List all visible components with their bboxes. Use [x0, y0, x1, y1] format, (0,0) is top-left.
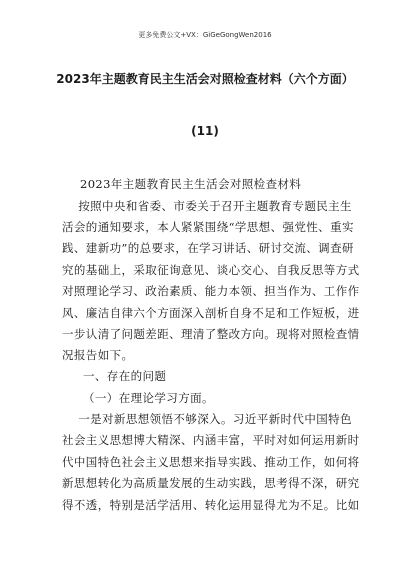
- section-heading-problems: 一、存在的问题: [83, 369, 167, 383]
- subsection-heading-theory-study: （一）在理论学习方面。: [83, 390, 214, 405]
- header-note: 更多免费公文+VX：GiGeGongWen2016: [138, 31, 272, 39]
- intro-paragraph: 按照中央和省委、市委关于召开主题教育专题民主生 活会的通知要求，本人紧紧围绕“学思想、强党性、重实 践、建新功”的总要求，在学习讲话、研讨交流、调查研 究的基础上，采取征询意见、谈心交心、自我反思等方式 对照理论学习、政治素质、能力本领、担当作为、工作作 风、廉洁自律六个方面深入剖析自身不足和工作短板，进 一步认清了问题差距、理清了整改方向。现将对照检查情 况报告如下。: [62, 198, 360, 363]
- section-number: (11): [191, 124, 219, 138]
- sub-title: 2023年主题教育民主生活会对照检查材料: [80, 177, 302, 191]
- document-title: 2023年主题教育民主生活会对照检查材料（六个方面）: [56, 72, 354, 86]
- body-paragraph: 一是对新思想领悟不够深入。习近平新时代中国特色 社会主义思想博大精深、内涵丰富，平时对如何运用新时 代中国特色社会主义思想来指导实践、推动工作，如何将 新思想转化为高质量发展的生动实践，思考得不深，研究 得不透，特别是活学活用、转化运用显得尤为不足。比如: [62, 412, 360, 512]
